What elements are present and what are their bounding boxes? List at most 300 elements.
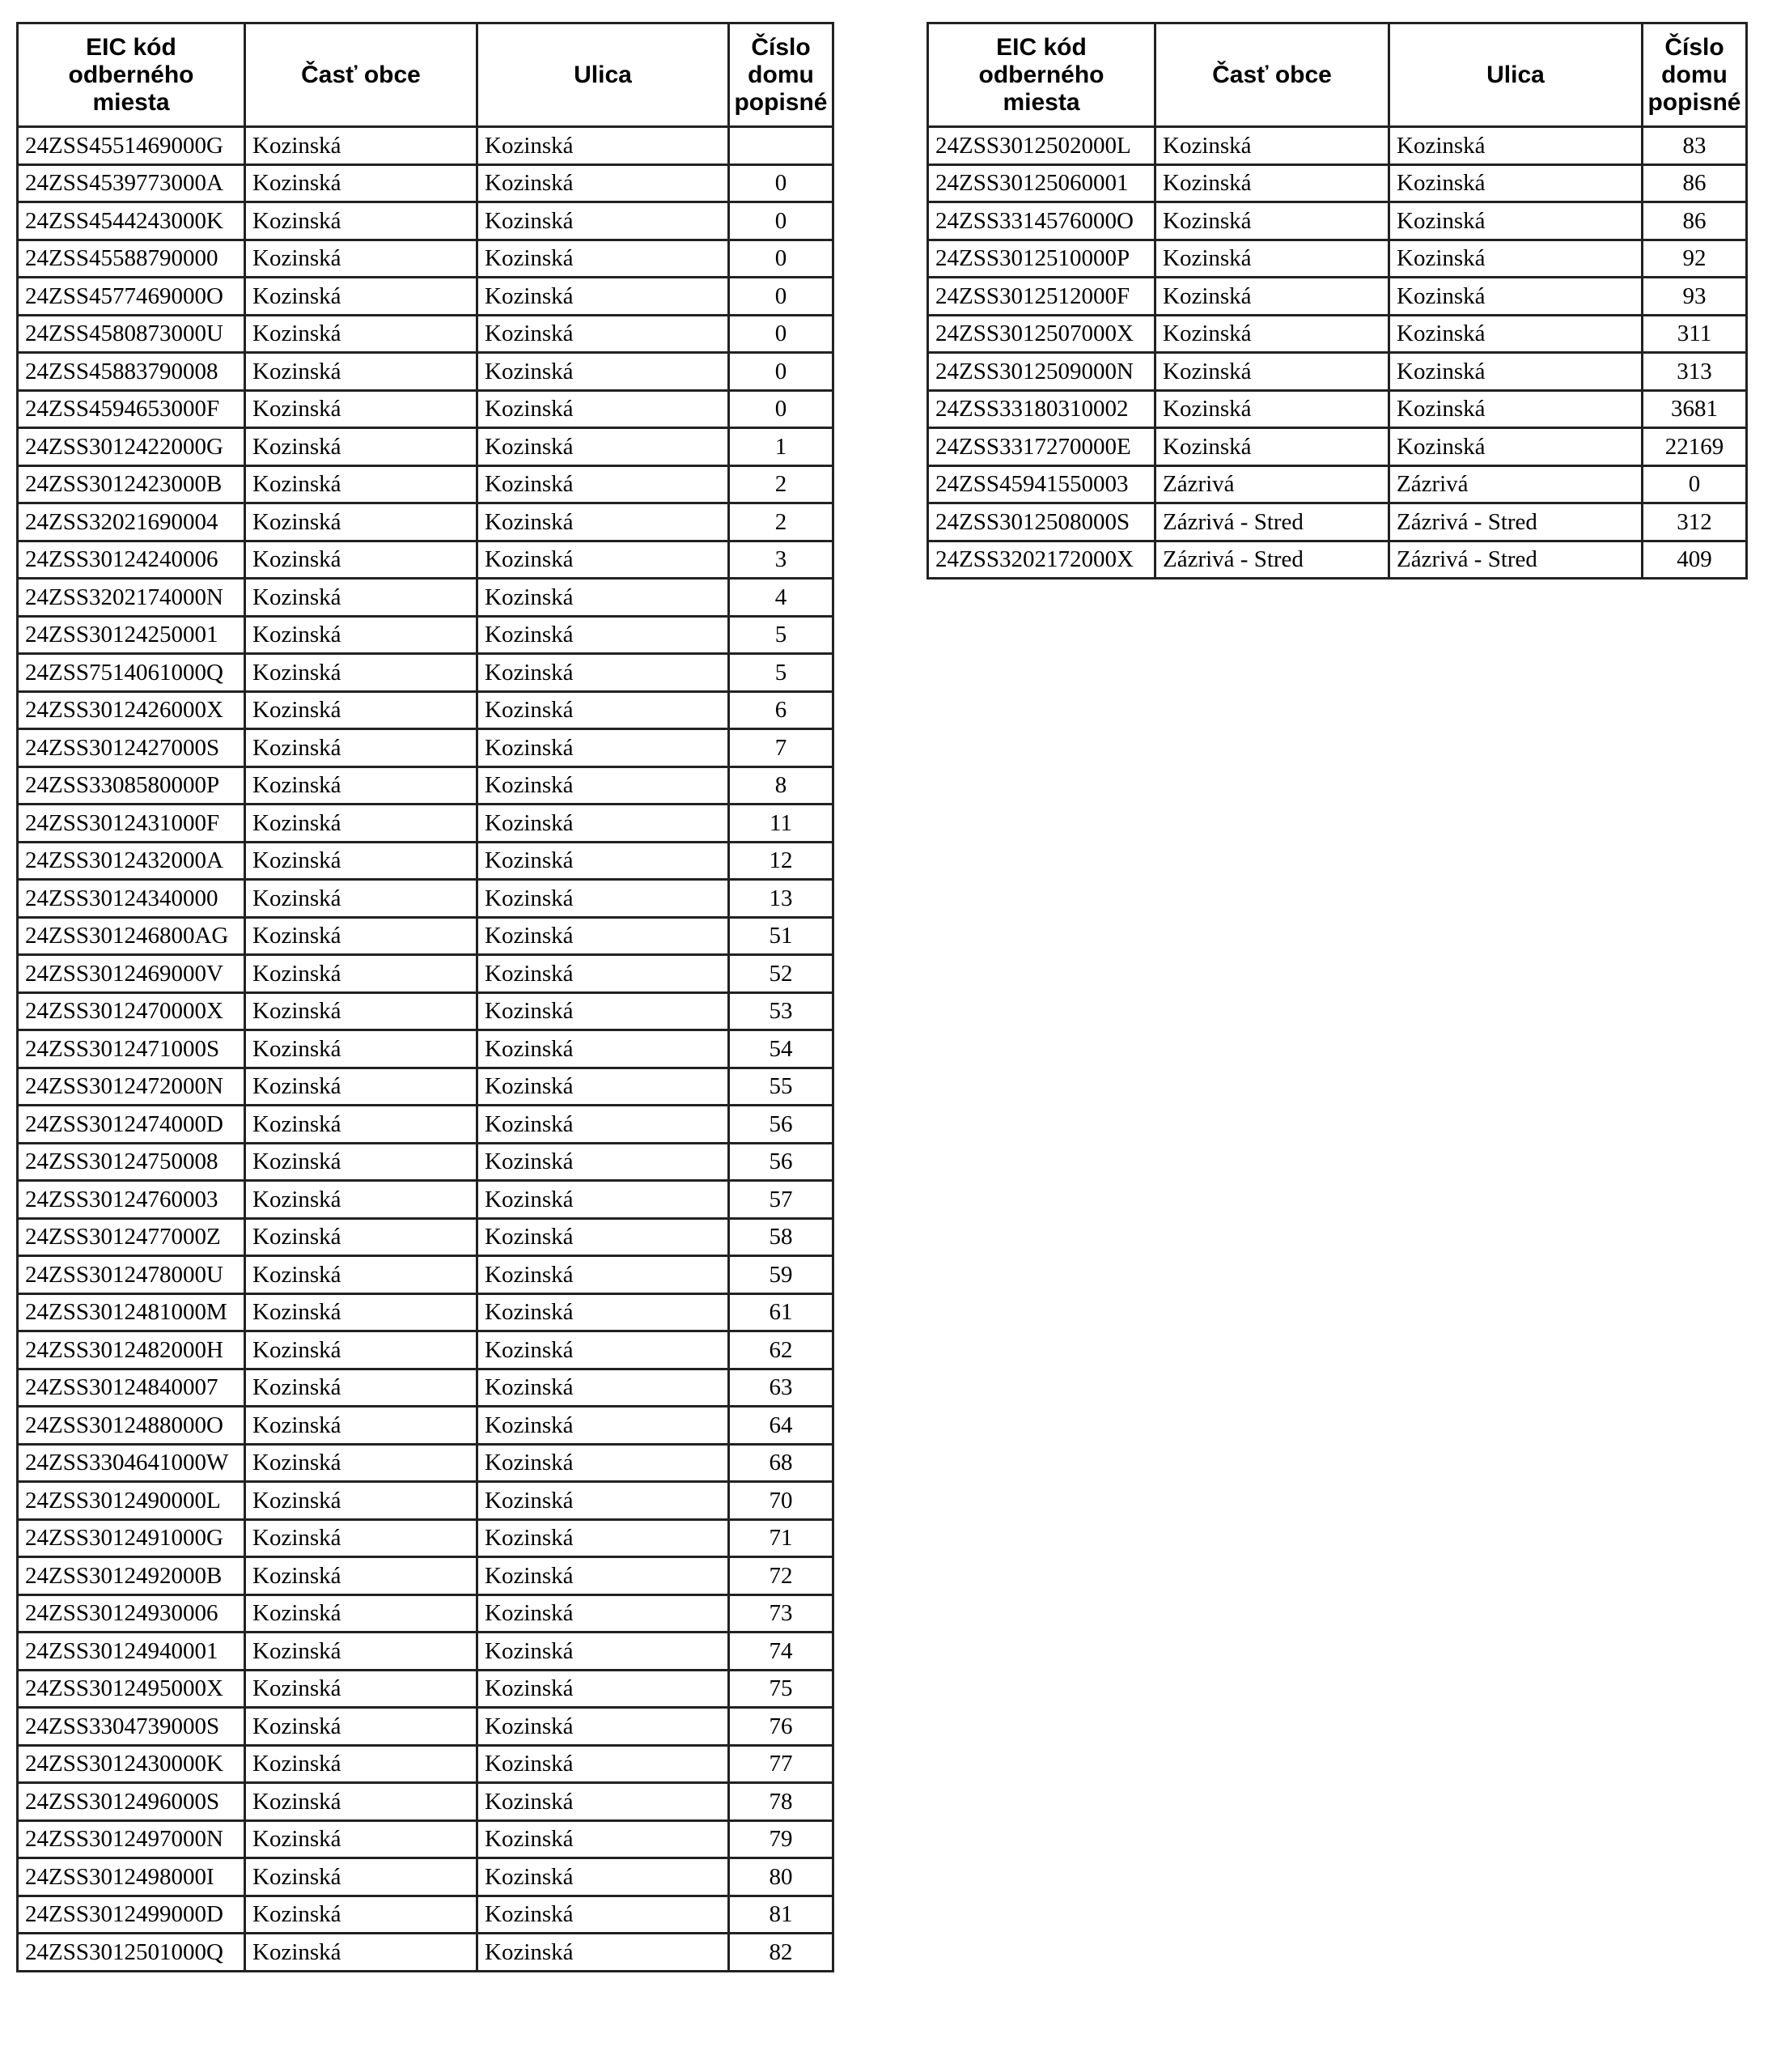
header-ulica: Ulica [1389,23,1643,127]
cast-obce-cell: Kozinská [245,1594,477,1633]
header-eic-line: odberného [68,61,194,88]
table-row [18,353,833,391]
eic-code-cell: 24ZSS4539773000A [18,164,245,202]
ulica-cell: Kozinská [1389,164,1643,202]
cast-obce-cell: Kozinská [245,729,477,767]
ulica-cell: Kozinská [477,1331,729,1369]
ulica-cell: Kozinská [477,1934,729,1972]
table-row [18,1444,833,1482]
eic-code-cell: 24ZSS3012512000F [928,278,1155,316]
ulica-cell: Kozinská [1389,428,1643,466]
eic-code-cell: 24ZSS3012474000D [18,1106,245,1144]
cast-obce-cell: Kozinská [245,1482,477,1520]
ulica-cell: Kozinská [477,1369,729,1407]
cast-obce-cell: Kozinská [245,1820,477,1858]
eic-code-cell: 24ZSS4551469000G [18,127,245,165]
table-row [18,654,833,692]
table-row [18,1557,833,1595]
ulica-cell: Kozinská [1389,240,1643,278]
cast-obce-cell: Kozinská [245,1106,477,1144]
eic-code-cell: 24ZSS3012432000A [18,842,245,880]
ulica-cell: Kozinská [477,579,729,617]
cislo-domu-cell: 62 [729,1331,833,1369]
eic-code-cell: 24ZSS3012510000P [928,240,1155,278]
cast-obce-cell: Kozinská [245,240,477,278]
eic-code-cell: 24ZSS3012499000D [18,1896,245,1934]
cislo-domu-cell: 63 [729,1369,833,1407]
table-row [18,1068,833,1106]
table-row [928,503,1747,541]
header-ulica: Ulica [477,23,729,127]
cislo-domu-cell: 78 [729,1783,833,1821]
ulica-cell: Kozinská [1389,278,1643,316]
table-row [18,202,833,240]
ulica-cell: Kozinská [477,1218,729,1256]
ulica-cell: Kozinská [477,616,729,654]
cast-obce-cell: Kozinská [245,1896,477,1934]
table-row [928,278,1747,316]
cislo-domu-cell: 0 [1643,465,1747,503]
cislo-domu-cell: 79 [729,1820,833,1858]
cast-obce-cell: Kozinská [1155,164,1389,202]
cast-obce-cell: Kozinská [245,955,477,993]
cast-obce-cell: Kozinská [245,503,477,541]
ulica-cell: Kozinská [477,654,729,692]
eic-code-cell: 24ZSS30124750008 [18,1143,245,1181]
cislo-domu-cell: 76 [729,1708,833,1746]
eic-code-cell: 24ZSS3012491000G [18,1519,245,1557]
header-eic-line: EIC kód [996,33,1087,61]
cislo-domu-cell: 13 [729,880,833,918]
eic-code-cell: 24ZSS3012478000U [18,1256,245,1294]
eic-code-cell: 24ZSS33180310002 [928,390,1155,428]
cislo-domu-cell: 53 [729,992,833,1030]
table-row [18,729,833,767]
ulica-cell: Kozinská [477,1670,729,1708]
eic-code-cell: 24ZSS3012422000G [18,428,245,466]
ulica-cell: Kozinská [477,1106,729,1144]
table-row [18,842,833,880]
table-row [18,1030,833,1068]
table-row [18,1594,833,1633]
cast-obce-cell: Kozinská [245,541,477,579]
header-cislo [1643,23,1747,127]
cast-obce-cell: Kozinská [245,766,477,805]
ulica-cell: Kozinská [477,1293,729,1331]
eic-code-cell: 24ZSS30124940001 [18,1633,245,1671]
header-row [18,23,833,127]
ulica-cell: Kozinská [1389,315,1643,353]
cast-obce-cell: Kozinská [245,1143,477,1181]
cast-obce-cell: Kozinská [245,202,477,240]
eic-code-cell: 24ZSS3304739000S [18,1708,245,1746]
eic-code-cell: 24ZSS45883790008 [18,353,245,391]
header-cislo-line: domu [748,61,814,88]
cislo-domu-cell: 22169 [1643,428,1747,466]
eic-code-cell: 24ZSS32021690004 [18,503,245,541]
ulica-cell: Kozinská [477,1745,729,1783]
table-row [18,1934,833,1972]
cast-obce-cell: Kozinská [245,1783,477,1821]
ulica-cell: Kozinská [477,541,729,579]
cast-obce-cell: Kozinská [245,1030,477,1068]
cast-obce-cell: Kozinská [245,917,477,955]
ulica-cell: Kozinská [477,842,729,880]
eic-code-cell: 24ZSS3314576000O [928,202,1155,240]
cislo-domu-cell: 0 [729,278,833,316]
table-row [18,1670,833,1708]
cislo-domu-cell: 55 [729,1068,833,1106]
cast-obce-cell: Kozinská [245,465,477,503]
cislo-domu-cell: 12 [729,842,833,880]
cislo-domu-cell: 0 [729,390,833,428]
cislo-domu-cell: 58 [729,1218,833,1256]
eic-code-cell: 24ZSS30124840007 [18,1369,245,1407]
cast-obce-cell: Kozinská [245,842,477,880]
header-row [928,23,1747,127]
ulica-cell: Kozinská [477,353,729,391]
cast-obce-cell: Kozinská [245,1670,477,1708]
cast-obce-cell: Kozinská [245,1934,477,1972]
ulica-cell: Kozinská [477,1256,729,1294]
eic-code-cell: 24ZSS3012488000O [18,1407,245,1445]
cast-obce-cell: Kozinská [245,1444,477,1482]
table-row [928,541,1747,579]
cast-obce-cell: Kozinská [245,1519,477,1557]
cislo-domu-cell: 6 [729,691,833,729]
eic-code-cell: 24ZSS3012430000K [18,1745,245,1783]
cast-obce-cell: Kozinská [245,1708,477,1746]
ulica-cell: Kozinská [477,315,729,353]
ulica-cell: Kozinská [477,1820,729,1858]
cast-obce-cell: Kozinská [245,1557,477,1595]
table-row [18,315,833,353]
cast-obce-cell: Kozinská [1155,315,1389,353]
ulica-cell: Zázrivá - Stred [1389,541,1643,579]
table-row [18,164,833,202]
ulica-cell: Kozinská [477,1181,729,1219]
cislo-domu-cell: 77 [729,1745,833,1783]
cislo-domu-cell: 7 [729,729,833,767]
ulica-cell: Kozinská [477,1068,729,1106]
header-eic [928,23,1155,127]
table-row [18,766,833,805]
cislo-domu-cell: 74 [729,1633,833,1671]
eic-code-cell: 24ZSS30125060001 [928,164,1155,202]
table-row [18,1896,833,1934]
eic-code-cell: 24ZSS3012508000S [928,503,1155,541]
table-row [18,1858,833,1896]
ulica-cell: Kozinská [477,1858,729,1896]
eic-code-cell: 24ZSS3304641000W [18,1444,245,1482]
table-row [18,541,833,579]
eic-code-cell: 24ZSS30124930006 [18,1594,245,1633]
cast-obce-cell: Kozinská [245,278,477,316]
cislo-domu-cell: 70 [729,1482,833,1520]
cislo-domu-cell: 72 [729,1557,833,1595]
table-row [928,353,1747,391]
header-eic-line: miesta [1003,88,1080,116]
table-row [18,1369,833,1407]
ulica-cell: Kozinská [1389,353,1643,391]
ulica-cell: Kozinská [477,1444,729,1482]
eic-code-cell: 24ZSS30124240006 [18,541,245,579]
table-row [18,1783,833,1821]
cislo-domu-cell: 1 [729,428,833,466]
eic-code-cell: 24ZSS3308580000P [18,766,245,805]
cislo-domu-cell: 59 [729,1256,833,1294]
ulica-cell: Kozinská [477,992,729,1030]
eic-code-cell: 24ZSS3012492000B [18,1557,245,1595]
ulica-cell: Kozinská [477,1896,729,1934]
header-eic-line: odberného [978,61,1104,88]
table-row [18,616,833,654]
eic-code-cell: 24ZSS4594653000F [18,390,245,428]
table-row [18,1633,833,1671]
cast-obce-cell: Kozinská [245,390,477,428]
table-row [18,917,833,955]
eic-code-cell: 24ZSS3202172000X [928,541,1155,579]
cast-obce-cell: Kozinská [245,315,477,353]
cislo-domu-cell: 11 [729,805,833,843]
ulica-cell: Kozinská [477,465,729,503]
cislo-domu-cell: 3 [729,541,833,579]
table-row [18,1331,833,1369]
table-row [18,1143,833,1181]
eic-code-cell: 24ZSS301246800AG [18,917,245,955]
header-cislo-line: Číslo [751,33,811,61]
ulica-cell: Kozinská [477,917,729,955]
eic-code-cell: 24ZSS4544243000K [18,202,245,240]
cislo-domu-cell: 93 [1643,278,1747,316]
table-row [928,315,1747,353]
eic-code-cell: 24ZSS45941550003 [928,465,1155,503]
eic-code-cell: 24ZSS4580873000U [18,315,245,353]
ulica-cell: Kozinská [477,766,729,805]
eic-table-right [926,22,1748,580]
cast-obce-cell: Kozinská [1155,390,1389,428]
table-row [928,127,1747,165]
table-row [18,955,833,993]
eic-code-cell: 24ZSS3012426000X [18,691,245,729]
table-body-right [928,127,1747,579]
eic-code-cell: 24ZSS7514061000Q [18,654,245,692]
ulica-cell: Kozinská [477,503,729,541]
table-row [18,1218,833,1256]
cislo-domu-cell: 5 [729,616,833,654]
cast-obce-cell: Zázrivá - Stred [1155,541,1389,579]
eic-code-cell: 24ZSS3012469000V [18,955,245,993]
cast-obce-cell: Kozinská [245,691,477,729]
header-eic-line: miesta [92,88,170,116]
cast-obce-cell: Kozinská [245,579,477,617]
cislo-domu-cell: 83 [1643,127,1747,165]
cast-obce-cell: Kozinská [245,1293,477,1331]
table-row [18,691,833,729]
eic-code-cell: 24ZSS3012498000I [18,1858,245,1896]
table-row [18,465,833,503]
cast-obce-cell: Kozinská [245,805,477,843]
eic-code-cell: 24ZSS3012496000S [18,1783,245,1821]
table-row [18,278,833,316]
header-cislo [729,23,833,127]
eic-table-left [16,22,834,1972]
cislo-domu-cell: 311 [1643,315,1747,353]
eic-code-cell: 24ZSS3012472000N [18,1068,245,1106]
table-row [18,390,833,428]
cislo-domu-cell: 75 [729,1670,833,1708]
cast-obce-cell: Kozinská [245,1256,477,1294]
cast-obce-cell: Kozinská [245,880,477,918]
table-row [928,428,1747,466]
cislo-domu-cell: 52 [729,955,833,993]
cislo-domu-cell: 64 [729,1407,833,1445]
ulica-cell: Kozinská [477,880,729,918]
cislo-domu-cell: 4 [729,579,833,617]
cislo-domu-cell: 8 [729,766,833,805]
ulica-cell: Kozinská [477,1519,729,1557]
cislo-domu-cell: 71 [729,1519,833,1557]
cislo-domu-cell [729,127,833,165]
eic-code-cell: 24ZSS3012431000F [18,805,245,843]
cislo-domu-cell: 61 [729,1293,833,1331]
cislo-domu-cell: 86 [1643,164,1747,202]
ulica-cell: Kozinská [477,1482,729,1520]
cislo-domu-cell: 92 [1643,240,1747,278]
cast-obce-cell: Kozinská [1155,127,1389,165]
eic-code-cell: 24ZSS3012509000N [928,353,1155,391]
cast-obce-cell: Kozinská [245,1369,477,1407]
cislo-domu-cell: 73 [729,1594,833,1633]
cislo-domu-cell: 0 [729,202,833,240]
eic-code-cell: 24ZSS3012502000L [928,127,1155,165]
eic-code-cell: 24ZSS30124760003 [18,1181,245,1219]
ulica-cell: Kozinská [477,164,729,202]
ulica-cell: Kozinská [477,127,729,165]
cast-obce-cell: Kozinská [245,1407,477,1445]
cast-obce-cell: Kozinská [245,428,477,466]
cast-obce-cell: Kozinská [245,164,477,202]
cislo-domu-cell: 2 [729,465,833,503]
cislo-domu-cell: 56 [729,1106,833,1144]
cast-obce-cell: Kozinská [245,992,477,1030]
cast-obce-cell: Kozinská [245,654,477,692]
eic-code-cell: 24ZSS3012471000S [18,1030,245,1068]
header-cislo-line: popisné [1647,88,1741,116]
table-row [928,465,1747,503]
eic-code-cell: 24ZSS3012507000X [928,315,1155,353]
ulica-cell: Kozinská [477,1783,729,1821]
eic-code-cell: 24ZSS45588790000 [18,240,245,278]
cislo-domu-cell: 313 [1643,353,1747,391]
cast-obce-cell: Kozinská [1155,278,1389,316]
header-cislo-line: Číslo [1664,33,1724,61]
table-row [18,127,833,165]
cislo-domu-cell: 81 [729,1896,833,1934]
table-row [18,1106,833,1144]
cast-obce-cell: Kozinská [245,1633,477,1671]
cislo-domu-cell: 5 [729,654,833,692]
table-row [18,1745,833,1783]
ulica-cell: Kozinská [1389,202,1643,240]
ulica-cell: Kozinská [477,805,729,843]
table-row [18,1256,833,1294]
ulica-cell: Kozinská [477,1030,729,1068]
ulica-cell: Kozinská [477,1708,729,1746]
table-row [18,1293,833,1331]
cast-obce-cell: Kozinská [1155,428,1389,466]
eic-code-cell: 24ZSS3012490000L [18,1482,245,1520]
cast-obce-cell: Kozinská [245,1331,477,1369]
cast-obce-cell: Kozinská [1155,240,1389,278]
eic-code-cell: 24ZSS3317270000E [928,428,1155,466]
table-row [928,164,1747,202]
eic-code-cell: 24ZSS3012427000S [18,729,245,767]
eic-code-cell: 24ZSS3012470000X [18,992,245,1030]
table-row [18,428,833,466]
ulica-cell: Kozinská [477,955,729,993]
cislo-domu-cell: 51 [729,917,833,955]
cislo-domu-cell: 68 [729,1444,833,1482]
cislo-domu-cell: 0 [729,164,833,202]
ulica-cell: Kozinská [477,390,729,428]
ulica-cell: Zázrivá [1389,465,1643,503]
table-row [18,880,833,918]
cislo-domu-cell: 0 [729,240,833,278]
table-row [18,1407,833,1445]
ulica-cell: Kozinská [477,1633,729,1671]
eic-code-cell: 24ZSS3012501000Q [18,1934,245,1972]
ulica-cell: Kozinská [477,1143,729,1181]
eic-code-cell: 24ZSS3012482000H [18,1331,245,1369]
cast-obce-cell: Kozinská [1155,202,1389,240]
eic-code-cell: 24ZSS3202174000N [18,579,245,617]
header-eic-line: EIC kód [86,33,176,61]
table-row [18,992,833,1030]
ulica-cell: Kozinská [477,240,729,278]
cast-obce-cell: Kozinská [245,1181,477,1219]
ulica-cell: Kozinská [477,278,729,316]
ulica-cell: Kozinská [477,729,729,767]
table-row [928,390,1747,428]
cislo-domu-cell: 57 [729,1181,833,1219]
table-row [18,1820,833,1858]
cast-obce-cell: Zázrivá [1155,465,1389,503]
eic-code-cell: 24ZSS30124340000 [18,880,245,918]
header-cast-obce: Časť obce [245,23,477,127]
table-row [18,1708,833,1746]
cislo-domu-cell: 0 [729,353,833,391]
table-row [18,579,833,617]
ulica-cell: Kozinská [1389,390,1643,428]
ulica-cell: Kozinská [477,1594,729,1633]
cislo-domu-cell: 409 [1643,541,1747,579]
table-row [18,1482,833,1520]
cast-obce-cell: Zázrivá - Stred [1155,503,1389,541]
cast-obce-cell: Kozinská [245,353,477,391]
cislo-domu-cell: 56 [729,1143,833,1181]
header-cislo-line: popisné [734,88,828,116]
header-eic [18,23,245,127]
eic-code-cell: 24ZSS3012477000Z [18,1218,245,1256]
cislo-domu-cell: 3681 [1643,390,1747,428]
cislo-domu-cell: 54 [729,1030,833,1068]
ulica-cell: Kozinská [477,1557,729,1595]
ulica-cell: Kozinská [477,1407,729,1445]
ulica-cell: Kozinská [477,428,729,466]
cislo-domu-cell: 80 [729,1858,833,1896]
cast-obce-cell: Kozinská [245,127,477,165]
